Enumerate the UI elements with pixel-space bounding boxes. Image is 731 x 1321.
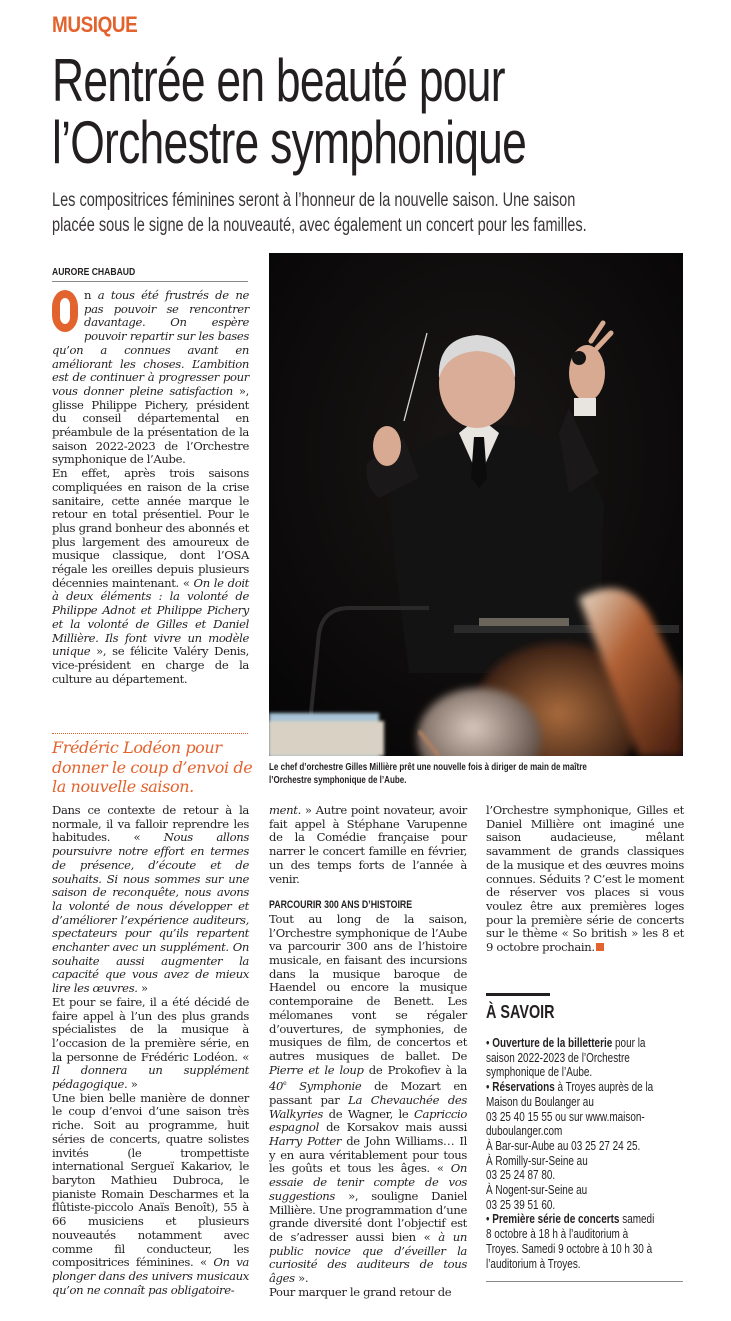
text: » Autre point novateur, avoir fait appel à Stéphane Varupenne de la Comédie française pour narrer le concert famille en février, un des temps forts de l’année à venir. — [269, 803, 467, 886]
text: l’Orchestre symphonique, Gilles et Daniel Millière ont imaginé une saison audacieuse, mêlant savamment de grands classiques de la musique et des œuvres moins connues. Séduits ? C’est le moment de réserver vos places si vous voulez être aux premières loges pour la première série de concerts sur le thème « So british » les 8 et 9 octobre prochain. — [486, 803, 684, 955]
info-label: Réservations — [492, 1080, 555, 1095]
quote: On va plonger dans des univers musicaux qu’on ne connaît pas obligatoire- — [52, 1255, 249, 1297]
intro-first-letter: n — [84, 288, 92, 302]
info-line: 03 25 40 15 55 ou sur www.maison- — [486, 1109, 645, 1124]
paragraph — [52, 996, 249, 1092]
bullet-icon: • — [486, 1036, 493, 1050]
text: Et pour se faire, il a été décidé de faire appel à l’un des plus grands spécialistes de la musique à l’occasion de la première série, en la personne de Frédéric Lodéon. « — [52, 994, 249, 1064]
info-label: Ouverture de la billetterie — [492, 1036, 613, 1050]
text: de Mozart en passant par — [269, 1079, 467, 1107]
work-title: Capriccio espagnol — [269, 1106, 467, 1135]
info-line: À Romilly-sur-Seine au — [486, 1153, 588, 1168]
info-line: À Nogent-sur-Seine au — [486, 1183, 588, 1198]
work-title: Symphonie — [286, 1079, 362, 1094]
quote: a tous été frustrés de ne pas pouvoir se rencontrer davantage. On espère pouvoir repartir sur les bases qu’on a connues avant en améliorant les choses. L’ambition est de continuer à progresser pour vous donner pleine satisfaction — [52, 288, 249, 398]
article-column-1-continued — [52, 804, 249, 1297]
paragraph — [52, 1092, 249, 1298]
quote: Nous allons poursuivre notre effort en termes de présence, d’écoute et de souhaits. Si nous sommes sur une saison de reconquête, nous avons la volonté de nous développer et d’améliorer l’expérience auditeurs, spectateurs pour qu’ils repartent enchanter avec un supplément. On souhaite aussi augmenter la capacité que vous avez de mieux lire les œuvres. — [52, 830, 249, 996]
article-column-3 — [486, 804, 684, 955]
text: de Prokofiev à la — [363, 1062, 467, 1077]
info-line: saison 2022-2023 de l’Orchestre — [486, 1050, 630, 1065]
paragraph — [269, 913, 467, 1286]
caption-line: l’Orchestre symphonique de l’Aube. — [269, 774, 407, 786]
conductor-photo — [269, 253, 683, 756]
text: de John Williams… Il y en aura véritablement pour tous les goûts et tous les âges. « — [269, 1134, 467, 1176]
text: de Wagner, le — [323, 1106, 415, 1121]
intro-paragraph — [52, 289, 249, 467]
info-line: symphonique de l’Aube. — [486, 1065, 593, 1080]
text: Une bien belle manière de donner le coup d’envoi d’une saison très riche. Soit au programme, huit séries de concerts, quatre solistes invités (le trompettiste international Sergueï Kakariov, le baryton Mathieu Dubroca, le pianiste Romain Descharmes et la flûtiste-piccolo Anaïs Benoît), 55 à 66 musiciens et plusieurs nouveautés notamment avec comme fil conducteur, les compositrices féminines. « — [52, 1090, 249, 1270]
info-text: à Troyes auprès de la — [554, 1080, 654, 1095]
text: ». — [294, 1271, 309, 1286]
work-title: 40 — [269, 1079, 284, 1094]
info-text: samedi — [619, 1212, 655, 1227]
byline: AURORE CHABAUD — [52, 266, 136, 278]
text: » — [137, 981, 148, 996]
info-text: pour la — [612, 1036, 646, 1050]
info-line: Troyes. Samedi 9 octobre à 10 h 30 à — [486, 1241, 653, 1256]
bullet-icon: • — [486, 1080, 493, 1095]
text: Tout au long de la saison, l’Orchestre symphonique de l’Aube va parcourir 300 ans de l’histoire musicale, en faisant des incursions dans la musique baroque de Haendel ou encore la musique contemporaine de Benett. Les mélomanes vont se régaler d’ouvertures, de symphonies, de musiques de film, de concertos et autres musiques de ballet. De — [269, 911, 467, 1063]
paragraph — [486, 804, 684, 955]
text: En effet, après trois saisons compliquées en raison de la crise sanitaire, cette année marque le retour en total présentiel. Pour le plus grand bonheur des abonnés et plus largement des amoureux de musique classique, dont l’OSA régale les oreilles depuis plusieurs décennies maintenant. « — [52, 466, 249, 590]
info-line: 8 octobre à 18 h à l’auditorium à — [486, 1227, 629, 1242]
info-box-title: À SAVOIR — [486, 1002, 555, 1022]
work-title: Harry Potter — [269, 1134, 342, 1149]
quote: Il donnera un supplément pédagogique. — [52, 1063, 249, 1092]
text: », souligne Daniel Millière. Une programmation d’une grande diversité dont l’objectif est de s’adresser aussi bien « — [269, 1188, 467, 1244]
info-label: Première série de concerts — [492, 1212, 620, 1227]
conductor-image-icon — [269, 253, 683, 756]
work-title: La Chevauchée des Walkyries — [269, 1092, 467, 1121]
ordinal: e — [283, 1080, 287, 1088]
section-rubric: MUSIQUE — [52, 12, 138, 37]
info-line: À Bar-sur-Aube au 03 25 27 24 25. — [486, 1138, 641, 1153]
info-line: Maison du Boulanger au — [486, 1094, 594, 1109]
work-title: Pierre et le loup — [269, 1062, 364, 1077]
text: », se félicite Valéry Denis, vice-président en charge de la culture au département. — [52, 644, 249, 686]
text: », glisse Philippe Pichery, président du conseil départemental en préambule de la présentation de la saison 2022-2023 de l’Orchestre symphonique de l’Aube. — [52, 383, 249, 467]
subhead-divider — [52, 733, 248, 734]
quote: à un public novice que d’éveiller la curiosité des auditeurs de tous âges — [269, 1229, 467, 1286]
text: de Korsakov mais aussi — [318, 1120, 467, 1135]
info-line — [486, 1080, 684, 1095]
info-line — [486, 1036, 684, 1051]
article-column-2 — [269, 804, 467, 1299]
paragraph — [269, 804, 467, 886]
headline-line: l’Orchestre symphonique — [52, 109, 527, 176]
photo-caption — [269, 762, 675, 787]
standfirst-line: placée sous le signe de la nouveauté, avec également un concert pour les familles. — [52, 213, 587, 236]
info-line: 03 25 24 87 80. — [486, 1168, 556, 1183]
standfirst-line: Les compositrices féminines seront à l’honneur de la nouvelle saison. Une saison — [52, 189, 576, 211]
quote: On le doit à deux éléments : la volonté de Philippe Adnot et Philippe Pichery et la volonté de Gilles et Daniel Millière. Ils font vivre un modèle unique — [52, 575, 249, 659]
article-column-1 — [52, 289, 249, 686]
end-mark-icon — [596, 943, 604, 951]
bullet-icon: • — [486, 1212, 493, 1227]
paragraph — [52, 804, 249, 996]
byline-divider — [52, 281, 248, 282]
info-box-body — [486, 1036, 684, 1271]
text: Dans ce contexte de retour à la normale, il va falloir reprendre les habitudes. « — [52, 803, 249, 845]
info-box-bottom-rule — [486, 1281, 683, 1282]
info-line: 03 25 39 51 60. — [486, 1197, 556, 1212]
info-box-top-rule — [486, 993, 550, 996]
text: » — [127, 1077, 138, 1092]
paragraph — [52, 467, 249, 686]
caption-line: Le chef d’orchestre Gilles Millière prêt une nouvelle fois à diriger de main de maître — [269, 762, 587, 773]
headline — [52, 47, 614, 176]
standfirst — [52, 188, 655, 237]
info-line: duboulanger.com — [486, 1124, 563, 1139]
dropcap-o-icon — [52, 290, 78, 332]
info-line — [486, 1212, 684, 1227]
quote: ment. — [269, 803, 301, 817]
info-line: l’auditorium à Troyes. — [486, 1256, 581, 1271]
paragraph: Pour marquer le grand retour de — [269, 1284, 452, 1299]
subheading: Frédéric Lodéon pour donner le coup d’envoi de la nouvelle saison. — [52, 738, 253, 796]
spacer — [269, 886, 467, 895]
section-heading: PARCOURIR 300 ANS D’HISTOIRE — [269, 899, 413, 912]
headline-line: Rentrée en beauté pour — [52, 47, 505, 114]
quote: On essaie de tenir compte de vos suggestions — [269, 1161, 467, 1203]
